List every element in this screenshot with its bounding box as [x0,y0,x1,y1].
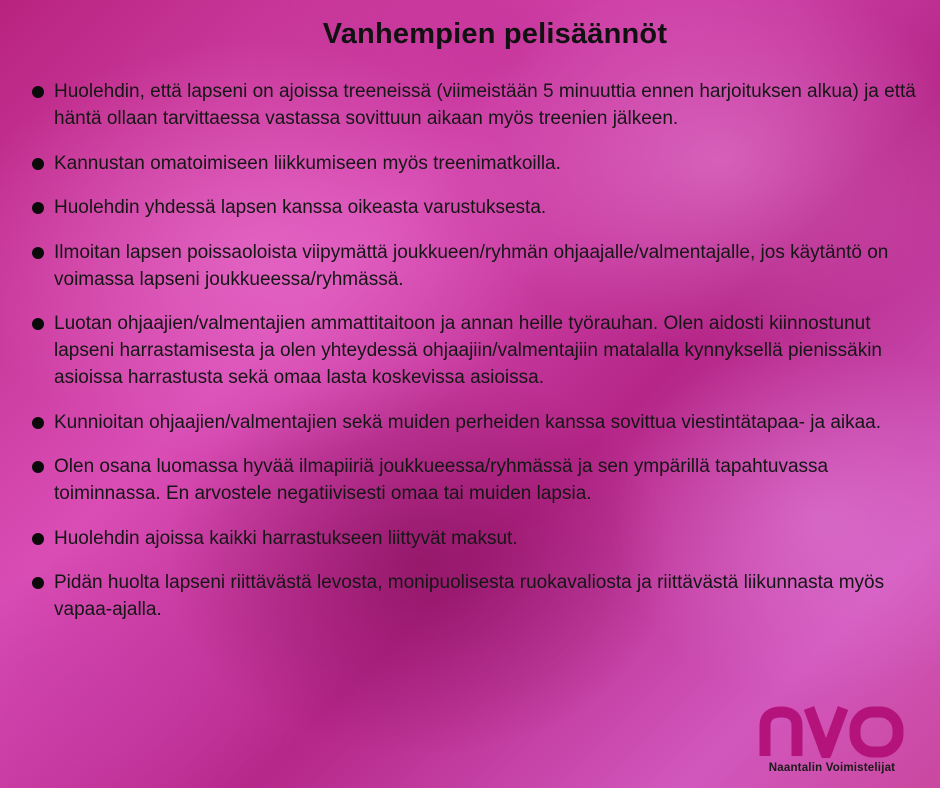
rule-text: Huolehdin, että lapseni on ajoissa treeneissä (viimeistään 5 minuuttia ennen harjoituksen alkua) ja että häntä ollaan tarvittaessa vastassa sovittuun aikaan myös treenien jälkeen. [54,81,916,129]
rule-text: Olen osana luomassa hyvää ilmapiiriä joukkueessa/ryhmässä ja sen ympärillä tapahtuvassa toiminnassa. En arvostele negatiivisesti omaa tai muiden lapsia. [54,456,829,504]
logo-caption: Naantalin Voimistelijat [768,762,896,774]
list-item [30,310,930,391]
bullet-icon [32,577,44,589]
rule-text: Kunnioitan ohjaajien/valmentajien sekä muiden perheiden kanssa sovittua viestintätapaa- ja aikaa. [54,411,882,433]
bullet-icon [32,533,44,545]
list-item [30,409,930,436]
rule-text: Luotan ohjaajien/valmentajien ammattitaitoon ja annan heille työrauhan. Olen aidosti kiinnostunut lapseni harrastamisesta ja olen yhteydessä ohjaajiin/valmentajiin matalalla kynnyksellä pienissäkin asioissa harrastusta sekä omaa lasta koskevissa asioissa. [54,313,882,388]
logo [752,704,912,774]
list-item [30,150,930,177]
page-title: Vanhempien pelisäännöt [322,18,668,50]
rule-text: Kannustan omatoimiseen liikkumiseen myös treenimatkoilla. [54,152,561,174]
rule-text: Huolehdin yhdessä lapsen kanssa oikeasta varustuksesta. [54,197,547,218]
bullet-icon [32,247,44,259]
bullet-icon [32,461,44,473]
rule-text: Ilmoitan lapsen poissaoloista viipymättä joukkueen/ryhmän ohjaajalle/valmentajalle, jos käytäntö on voimassa lapseni joukkueessa/ryhmässä. [54,241,889,290]
list-item [30,453,930,507]
bullet-icon [32,202,44,214]
bullet-icon [32,417,44,429]
bullet-icon [32,318,44,330]
bullet-icon [32,86,44,98]
nvo-logo-icon [757,704,907,758]
list-item [30,525,930,552]
list-item [30,78,930,132]
rule-text: Huolehdin ajoissa kaikki harrastukseen liittyvät maksut. [54,527,518,549]
rule-text: Pidän huolta lapseni riittävästä levosta, monipuolisesta ruokavaliosta ja riittävästä liikunnasta myös vapaa-ajalla. [54,572,885,620]
rules-list [30,78,930,641]
bullet-icon [32,158,44,170]
list-item [30,569,930,623]
list-item [30,239,930,293]
list-item [30,194,930,221]
